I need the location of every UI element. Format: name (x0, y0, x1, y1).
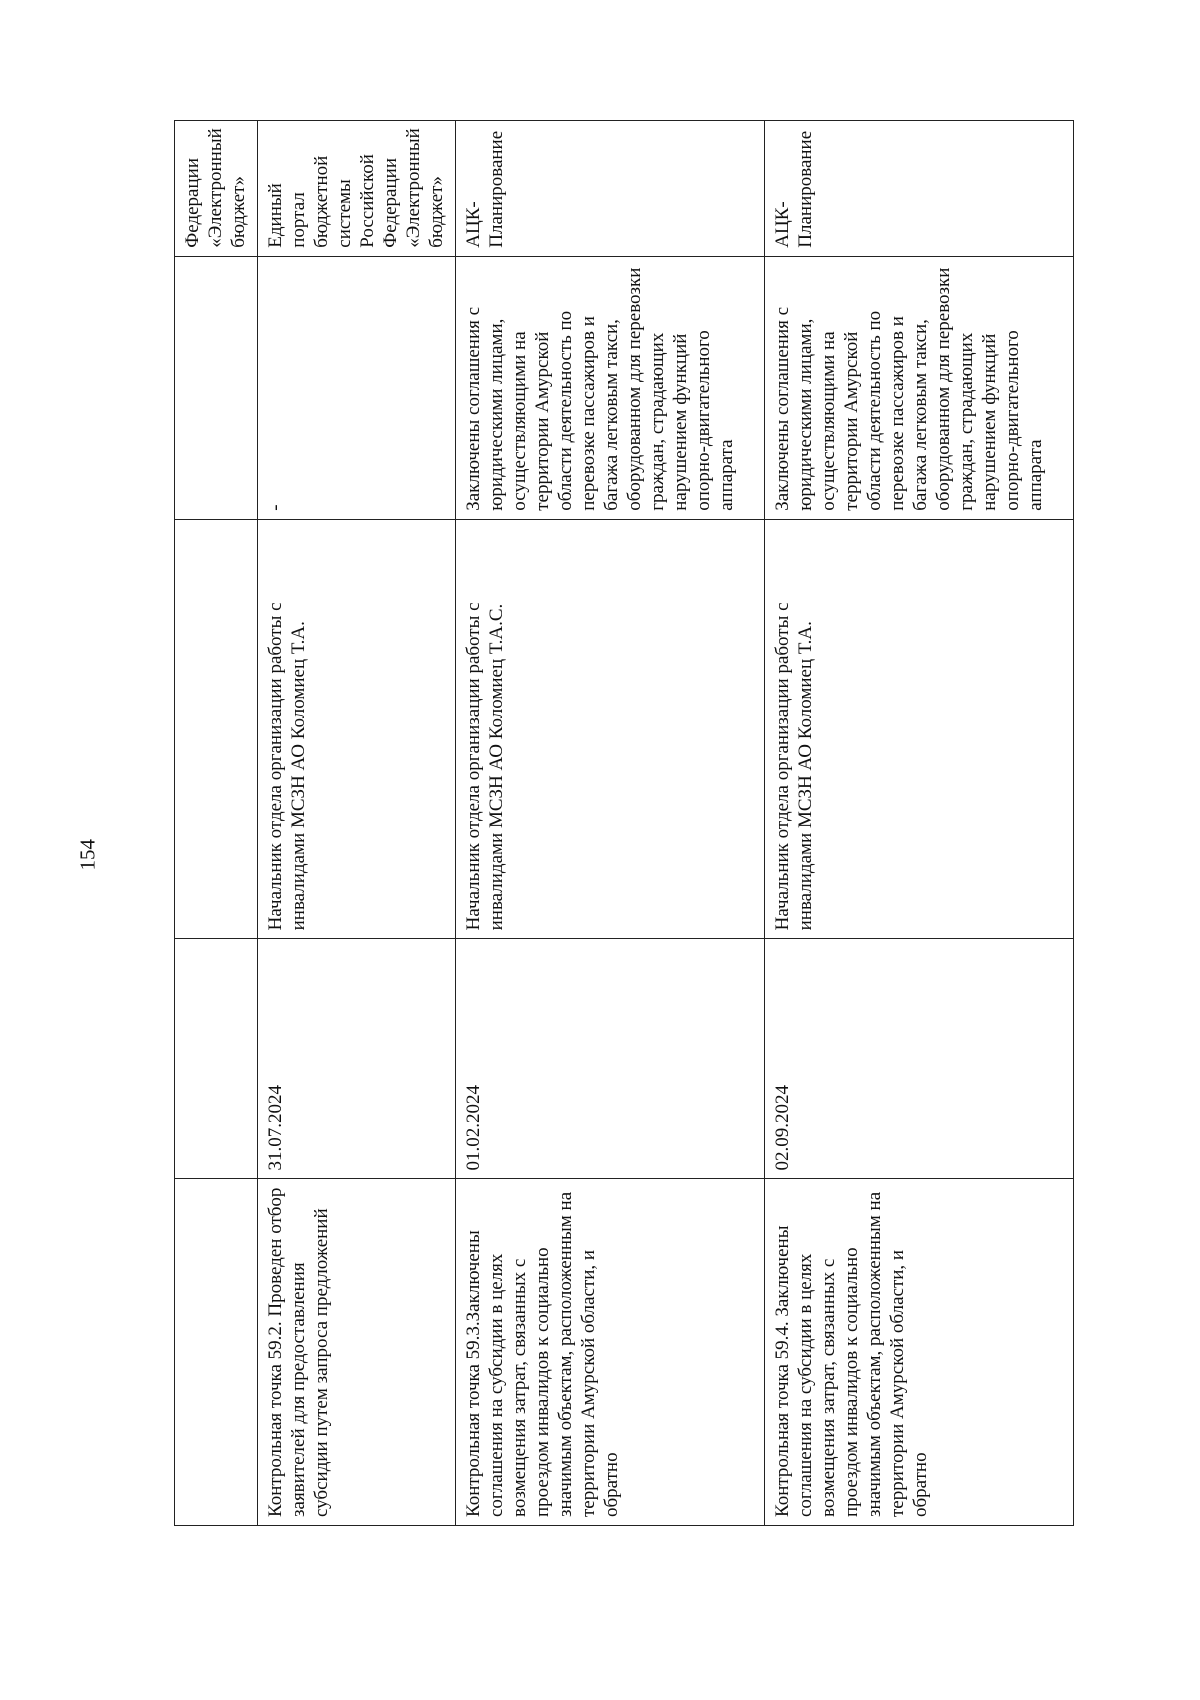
date-cell (175, 939, 258, 1179)
table-row (764, 121, 1073, 1526)
result-cell (175, 256, 258, 519)
checkpoint-cell: Контрольная точка 59.2. Проведен отбор заявителей для предоставления субсидии путем запроса предложений (257, 1179, 455, 1526)
responsible-cell: Начальник отдела организации работы с инвалидами МСЗН АО Коломиец Т.А. (764, 519, 1073, 939)
result-cell: - (257, 256, 455, 519)
responsible-cell (175, 519, 258, 939)
result-cell: Заключены соглашения с юридическими лицами, осуществляющими на территории Амурской области деятельность по перевозке пассажиров и багажа легковым такси, оборудованном для перевозки граждан, страдающих нарушением функций опорно-двигательного аппарата (455, 256, 764, 519)
system-cell: Единый портал бюджетной системы Российской Федерации «Электронный бюджет» (257, 121, 455, 257)
checkpoints-table (174, 120, 1074, 1526)
table-row (175, 121, 258, 1526)
system-cell: АЦК-Планирование (455, 121, 764, 257)
rotated-table-container (174, 120, 1074, 1526)
page-number: 154 (75, 839, 100, 871)
table-row (257, 121, 455, 1526)
date-cell: 01.02.2024 (455, 939, 764, 1179)
result-cell: Заключены соглашения с юридическими лицами, осуществляющими на территории Амурской области деятельность по перевозке пассажиров и багажа легковым такси, оборудованном для перевозки граждан, страдающих нарушением функций опорно-двигательного аппарата (764, 256, 1073, 519)
checkpoint-cell: Контрольная точка 59.4. Заключены соглашения на субсидии в целях возмещения затрат, связанных с проездом инвалидов к социально значимым объектам, расположенным на территории Амурской области, и обратно (764, 1179, 1073, 1526)
table-row (455, 121, 764, 1526)
system-cell: Федерации «Электронный бюджет» (175, 121, 258, 257)
date-cell: 31.07.2024 (257, 939, 455, 1179)
responsible-cell: Начальник отдела организации работы с инвалидами МСЗН АО Коломиец Т.А. (257, 519, 455, 939)
system-cell: АЦК-Планирование (764, 121, 1073, 257)
date-cell: 02.09.2024 (764, 939, 1073, 1179)
checkpoint-cell: Контрольная точка 59.3.Заключены соглашения на субсидии в целях возмещения затрат, связанных с проездом инвалидов к социально значимым объектам, расположенным на территории Амурской области, и обратно (455, 1179, 764, 1526)
checkpoint-cell (175, 1179, 258, 1526)
responsible-cell: Начальник отдела организации работы с инвалидами МСЗН АО Коломиец Т.А.С. (455, 519, 764, 939)
